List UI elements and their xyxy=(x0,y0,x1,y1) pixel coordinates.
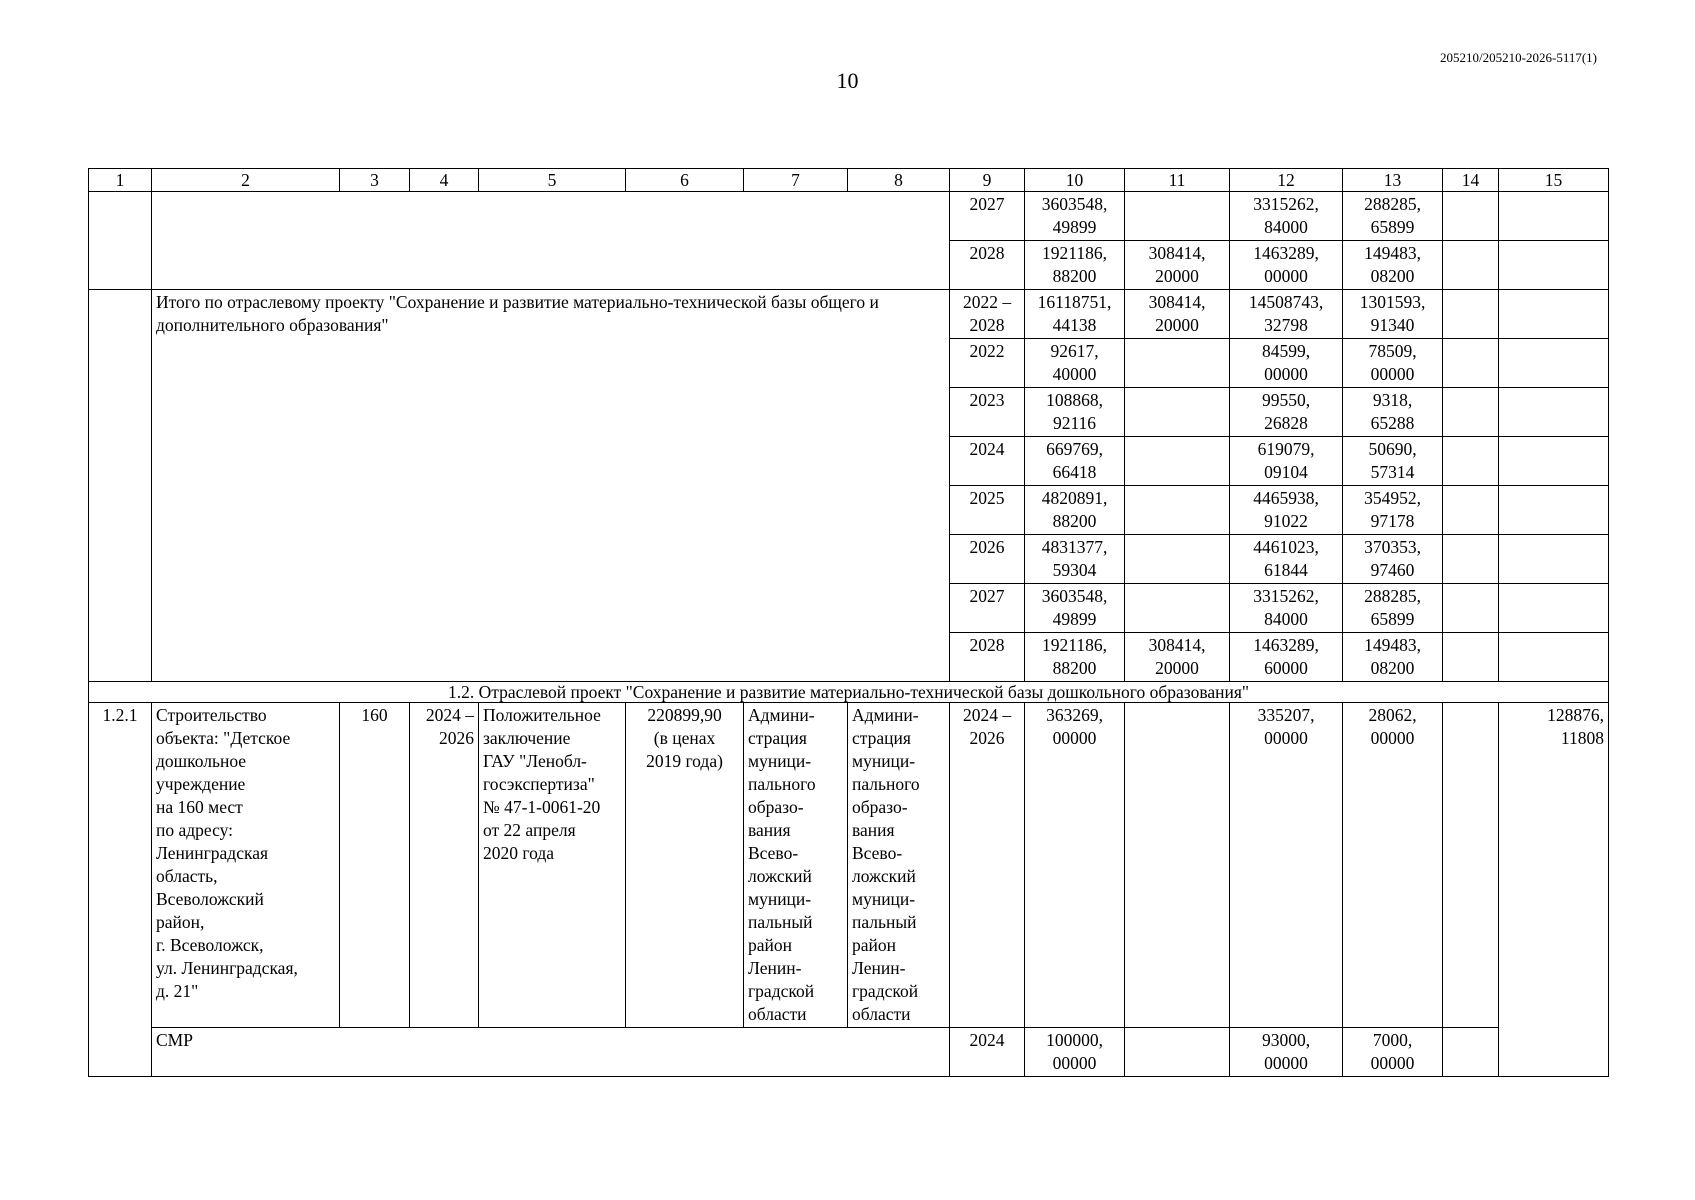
total-year: 2022 – 2028 xyxy=(950,290,1025,339)
smr-col10: 100000, 00000 xyxy=(1025,1028,1125,1077)
column-number-6: 6 xyxy=(626,169,744,192)
total-col15 xyxy=(1499,290,1609,339)
total-col14 xyxy=(1443,290,1499,339)
object-name: Строительство объекта: "Детское дошкольное учреждение на 160 мест по адресу: Ленинградская область, Всеволожский район, г. Всеволожск, ул. Ленинградская, д. 21" xyxy=(152,703,340,1028)
continuation-col11 xyxy=(1125,192,1230,241)
total-col13: 149483, 08200 xyxy=(1343,633,1443,682)
total-col15 xyxy=(1499,486,1609,535)
column-number-15: 15 xyxy=(1499,169,1609,192)
total-col10: 669769, 66418 xyxy=(1025,437,1125,486)
column-number-7: 7 xyxy=(744,169,848,192)
total-index-cell xyxy=(89,290,152,682)
total-year: 2025 xyxy=(950,486,1025,535)
total-col11 xyxy=(1125,437,1230,486)
object-row xyxy=(89,703,1609,1028)
total-col12: 3315262, 84000 xyxy=(1230,584,1343,633)
budget-table xyxy=(88,168,1609,1077)
total-rows xyxy=(89,290,1609,682)
total-col11: 308414, 20000 xyxy=(1125,290,1230,339)
total-year: 2023 xyxy=(950,388,1025,437)
total-year: 2027 xyxy=(950,584,1025,633)
total-col10: 3603548, 49899 xyxy=(1025,584,1125,633)
continuation-index-cell xyxy=(89,192,152,290)
total-col15 xyxy=(1499,339,1609,388)
continuation-col15 xyxy=(1499,192,1609,241)
continuation-col10: 3603548, 49899 xyxy=(1025,192,1125,241)
object-expertise: Положительное заключение ГАУ "Ленобл- госэкспертиза" № 47-1-0061-20 от 22 апреля 2020 года xyxy=(479,703,626,1028)
column-number-11: 11 xyxy=(1125,169,1230,192)
object-year: 2024 – 2026 xyxy=(950,703,1025,1028)
total-col14 xyxy=(1443,486,1499,535)
total-col12: 84599, 00000 xyxy=(1230,339,1343,388)
continuation-col12: 3315262, 84000 xyxy=(1230,192,1343,241)
total-col13: 50690, 57314 xyxy=(1343,437,1443,486)
total-col11 xyxy=(1125,535,1230,584)
total-col14 xyxy=(1443,535,1499,584)
column-number-9: 9 xyxy=(950,169,1025,192)
total-year: 2022 xyxy=(950,339,1025,388)
total-col13: 9318, 65288 xyxy=(1343,388,1443,437)
smr-label: СМР xyxy=(152,1028,950,1077)
column-number-3: 3 xyxy=(340,169,410,192)
total-col14 xyxy=(1443,437,1499,486)
section-title-row xyxy=(89,682,1609,703)
smr-col14 xyxy=(1443,1028,1499,1077)
column-number-14: 14 xyxy=(1443,169,1499,192)
continuation-col14 xyxy=(1443,241,1499,290)
total-col15 xyxy=(1499,633,1609,682)
total-col11 xyxy=(1125,339,1230,388)
object-customer: Админи- страция муници- пального образо- вания Всево- ложский муници- пальный район Ленин- градской области xyxy=(744,703,848,1028)
continuation-col13: 288285, 65899 xyxy=(1343,192,1443,241)
continuation-col12: 1463289, 00000 xyxy=(1230,241,1343,290)
object-col11 xyxy=(1125,703,1230,1028)
continuation-col11: 308414, 20000 xyxy=(1125,241,1230,290)
total-col15 xyxy=(1499,437,1609,486)
column-number-1: 1 xyxy=(89,169,152,192)
total-col11 xyxy=(1125,486,1230,535)
total-year: 2026 xyxy=(950,535,1025,584)
object-col14 xyxy=(1443,703,1499,1028)
continuation-col10: 1921186, 88200 xyxy=(1025,241,1125,290)
object-col10: 363269, 00000 xyxy=(1025,703,1125,1028)
object-number: 1.2.1 xyxy=(89,703,152,1077)
total-col13: 1301593, 91340 xyxy=(1343,290,1443,339)
total-col13: 288285, 65899 xyxy=(1343,584,1443,633)
total-col12: 14508743, 32798 xyxy=(1230,290,1343,339)
continuation-col13: 149483, 08200 xyxy=(1343,241,1443,290)
total-col14 xyxy=(1443,633,1499,682)
object-developer: Админи- страция муници- пального образо- вания Всево- ложский муници- пальный район Ленин- градской области xyxy=(848,703,950,1028)
total-col11 xyxy=(1125,584,1230,633)
object-cost: 220899,90 (в ценах 2019 года) xyxy=(626,703,744,1028)
total-col10: 16118751, 44138 xyxy=(1025,290,1125,339)
column-number-2: 2 xyxy=(152,169,340,192)
total-col10: 108868, 92116 xyxy=(1025,388,1125,437)
column-number-row xyxy=(89,169,1609,192)
total-col14 xyxy=(1443,339,1499,388)
continuation-col15 xyxy=(1499,241,1609,290)
total-col13: 370353, 97460 xyxy=(1343,535,1443,584)
total-year: 2028 xyxy=(950,633,1025,682)
continuation-label xyxy=(152,192,950,290)
total-row xyxy=(89,290,1609,339)
page-number: 10 xyxy=(836,68,859,93)
continuation-rows xyxy=(89,192,1609,290)
column-number-10: 10 xyxy=(1025,169,1125,192)
smr-col12: 93000, 00000 xyxy=(1230,1028,1343,1077)
continuation-col14 xyxy=(1443,192,1499,241)
object-period: 2024 – 2026 xyxy=(410,703,479,1028)
continuation-year: 2028 xyxy=(950,241,1025,290)
smr-col13: 7000, 00000 xyxy=(1343,1028,1443,1077)
column-number-13: 13 xyxy=(1343,169,1443,192)
document-id: 205210/205210-2026-5117(1) xyxy=(1440,50,1597,65)
total-col10: 4820891, 88200 xyxy=(1025,486,1125,535)
total-col15 xyxy=(1499,535,1609,584)
total-col15 xyxy=(1499,388,1609,437)
total-col12: 4465938, 91022 xyxy=(1230,486,1343,535)
section-title: 1.2. Отраслевой проект "Сохранение и развитие материально-технической базы дошкольного образования" xyxy=(89,682,1609,703)
smr-col11 xyxy=(1125,1028,1230,1077)
total-col10: 4831377, 59304 xyxy=(1025,535,1125,584)
smr-row xyxy=(89,1028,1609,1077)
total-col15 xyxy=(1499,584,1609,633)
total-col12: 1463289, 60000 xyxy=(1230,633,1343,682)
column-number-12: 12 xyxy=(1230,169,1343,192)
object-col13: 28062, 00000 xyxy=(1343,703,1443,1028)
total-col12: 99550, 26828 xyxy=(1230,388,1343,437)
object-capacity: 160 xyxy=(340,703,410,1028)
total-col14 xyxy=(1443,388,1499,437)
total-label: Итого по отраслевому проекту "Сохранение и развитие материально-технической базы общего и дополнительного образования" xyxy=(152,290,950,682)
total-col11 xyxy=(1125,388,1230,437)
total-col10: 1921186, 88200 xyxy=(1025,633,1125,682)
total-col13: 78509, 00000 xyxy=(1343,339,1443,388)
total-year: 2024 xyxy=(950,437,1025,486)
total-col14 xyxy=(1443,584,1499,633)
total-col10: 92617, 40000 xyxy=(1025,339,1125,388)
object-col12: 335207, 00000 xyxy=(1230,703,1343,1028)
column-number-5: 5 xyxy=(479,169,626,192)
continuation-row xyxy=(89,192,1609,241)
object-col15: 128876, 11808 xyxy=(1499,703,1609,1077)
column-number-4: 4 xyxy=(410,169,479,192)
column-number-8: 8 xyxy=(848,169,950,192)
total-col11: 308414, 20000 xyxy=(1125,633,1230,682)
total-col12: 619079, 09104 xyxy=(1230,437,1343,486)
smr-year: 2024 xyxy=(950,1028,1025,1077)
continuation-year: 2027 xyxy=(950,192,1025,241)
total-col13: 354952, 97178 xyxy=(1343,486,1443,535)
total-col12: 4461023, 61844 xyxy=(1230,535,1343,584)
